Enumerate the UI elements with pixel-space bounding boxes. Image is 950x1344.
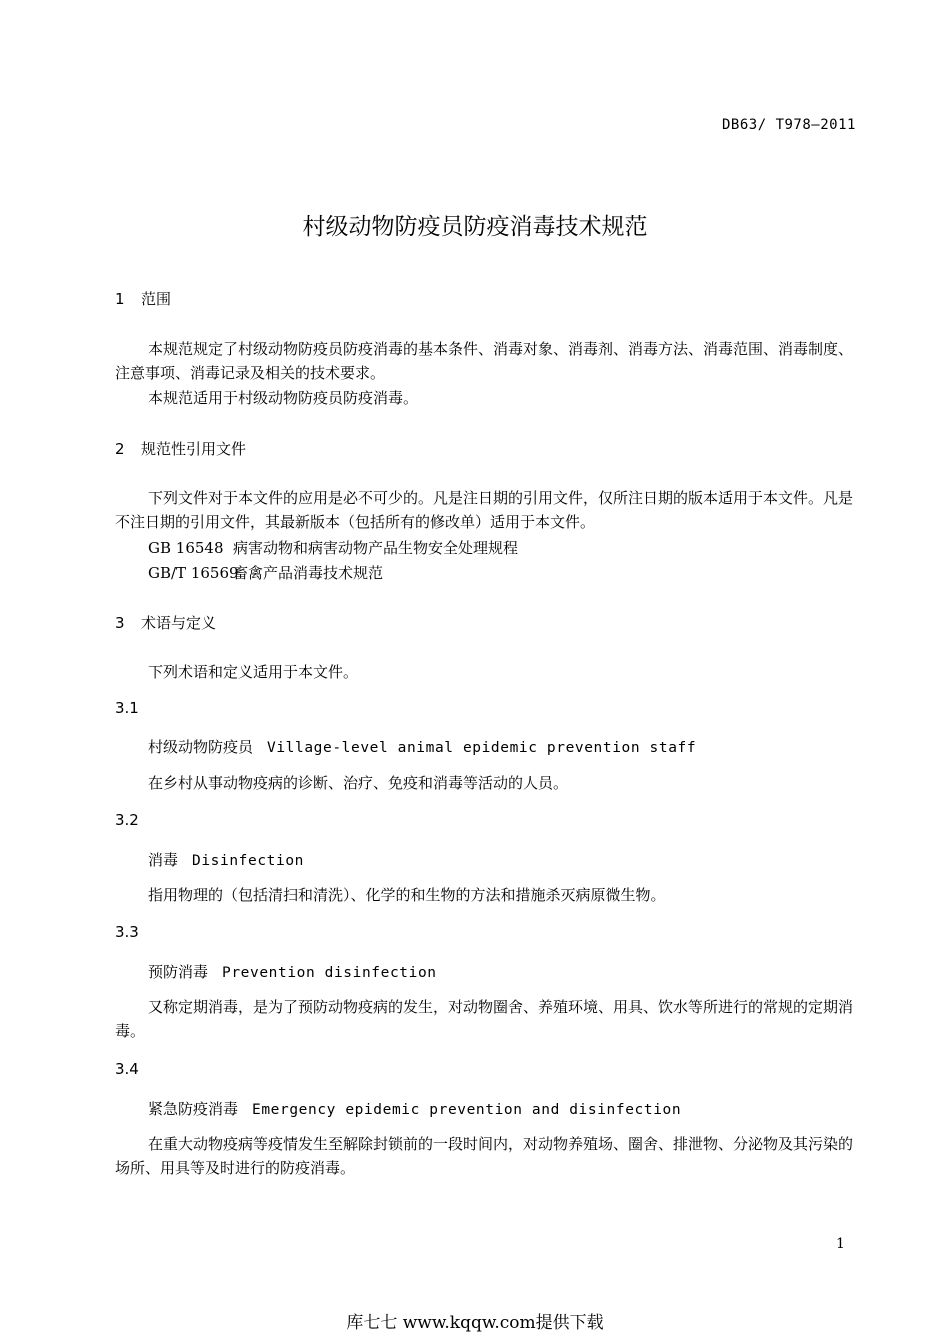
term-chinese: 紧急防疫消毒 — [148, 1100, 239, 1118]
term-english: Prevention disinfection — [222, 965, 437, 981]
section-title: 规范性引用文件 — [141, 440, 247, 458]
term-number: 3.1 — [115, 699, 139, 717]
term-entry — [148, 961, 437, 982]
terms-intro: 下列术语和定义适用于本文件。 — [148, 663, 359, 681]
reference-title: 病害动物和病害动物产品生物安全处理规程 — [233, 539, 519, 557]
section-heading-terms — [115, 612, 216, 633]
document-title: 村级动物防疫员防疫消毒技术规范 — [302, 214, 648, 240]
section-number: 1 — [115, 290, 125, 308]
term-entry — [148, 1098, 681, 1119]
section-heading-scope — [115, 288, 171, 309]
term-english: Village-level animal epidemic prevention staff — [267, 740, 697, 756]
reference-item — [148, 562, 383, 583]
standard-code: DB63/ T978—2011 — [722, 117, 856, 133]
section-heading-normative-references — [115, 438, 246, 459]
term-definition: 又称定期消毒，是为了预防动物疫病的发生，对动物圈舍、养殖环境、用具、饮水等所进行的常规的定期消毒。 — [115, 998, 854, 1040]
scope-paragraph: 本规范规定了村级动物防疫员防疫消毒的基本条件、消毒对象、消毒剂、消毒方法、消毒范围、消毒制度、注意事项、消毒记录及相关的技术要求。 — [115, 340, 854, 382]
term-entry — [148, 849, 304, 870]
term-entry — [148, 736, 696, 757]
page-number: 1 — [836, 1236, 845, 1252]
reference-title: 畜禽产品消毒技术规范 — [233, 564, 384, 582]
term-english: Disinfection — [192, 853, 304, 869]
references-paragraph: 下列文件对于本文件的应用是必不可少的。凡是注日期的引用文件，仅所注日期的版本适用于本文件。凡是不注日期的引用文件，其最新版本（包括所有的修改单）适用于本文件。 — [115, 489, 854, 531]
section-number: 2 — [115, 440, 125, 458]
term-definition: 指用物理的（包括清扫和清洗）、化学的和生物的方法和措施杀灭病原微生物。 — [148, 886, 666, 904]
section-title: 范围 — [141, 290, 172, 308]
scope-applicability: 本规范适用于村级动物防疫员防疫消毒。 — [148, 389, 419, 407]
term-definition: 在重大动物疫病等疫情发生至解除封锁前的一段时间内，对动物养殖场、圈舍、排泄物、分泌物及其污染的场所、用具等及时进行的防疫消毒。 — [115, 1135, 854, 1177]
term-number: 3.2 — [115, 811, 139, 829]
term-english: Emergency epidemic prevention and disinfection — [252, 1102, 682, 1118]
term-chinese: 预防消毒 — [148, 963, 209, 981]
term-definition: 在乡村从事动物疫病的诊断、治疗、免疫和消毒等活动的人员。 — [148, 774, 569, 792]
reference-code: GB/T 16569 — [148, 564, 239, 582]
section-number: 3 — [115, 614, 125, 632]
section-title: 术语与定义 — [141, 614, 217, 632]
reference-code: GB 16548 — [148, 539, 224, 557]
footer-watermark: 库七七 www.kqqw.com提供下载 — [346, 1313, 604, 1333]
term-chinese: 消毒 — [148, 851, 179, 869]
reference-item — [148, 537, 518, 558]
term-number: 3.4 — [115, 1060, 139, 1078]
term-chinese: 村级动物防疫员 — [148, 738, 254, 756]
term-number: 3.3 — [115, 923, 139, 941]
